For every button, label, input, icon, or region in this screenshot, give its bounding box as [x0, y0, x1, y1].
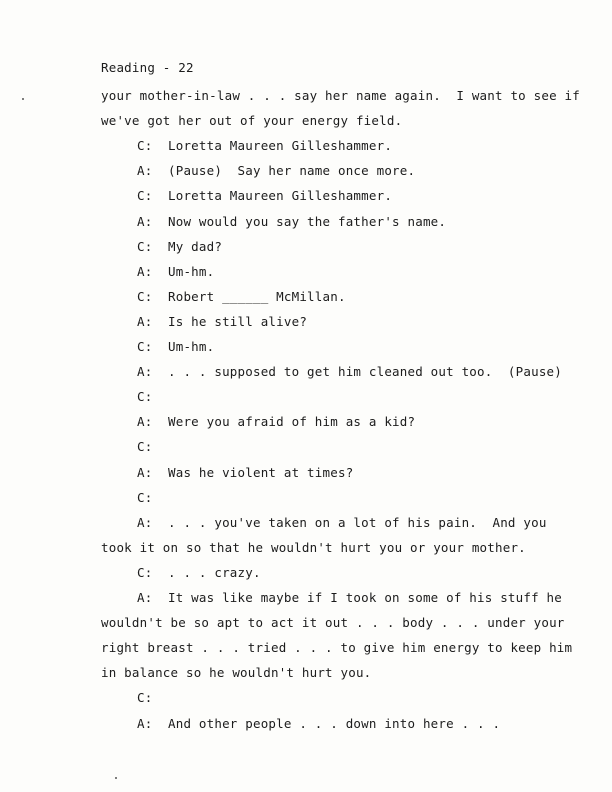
speaker-label: C: [137, 439, 153, 455]
line-text: . . . crazy. [168, 564, 261, 580]
dialogue-line [137, 188, 392, 203]
speaker-label: A: [137, 313, 153, 329]
line-text: Were you afraid of him as a kid? [168, 414, 416, 430]
speaker-label: A: [137, 464, 153, 480]
speaker-label: A: [137, 263, 153, 279]
line-text: in balance so he wouldn't hurt you. [101, 665, 372, 681]
dialogue-line [137, 716, 500, 731]
dialogue-line [137, 163, 415, 178]
dialogue-line [137, 264, 214, 279]
dialogue-line [137, 364, 562, 379]
speaker-label: C: [137, 188, 153, 204]
continuation-line [101, 113, 402, 128]
line-text: Um-hm. [168, 263, 215, 279]
line-text: Loretta Maureen Gilleshammer. [168, 188, 393, 204]
speaker-label: C: [137, 339, 153, 354]
speaker-label: C: [137, 288, 153, 304]
line-text: Was he violent at times? [168, 464, 354, 480]
speaker-label: C: [137, 690, 153, 706]
scan-speck [22, 98, 24, 100]
speaker-label: A: [137, 163, 153, 179]
dialogue-line [137, 289, 346, 304]
line-text: Loretta Maureen Gilleshammer. [168, 138, 393, 154]
line-text: My dad? [168, 238, 223, 254]
line-text: Um-hm. [168, 339, 215, 354]
dialogue-line [137, 339, 214, 354]
line-text: . . . you've taken on a lot of his pain. And you [168, 514, 547, 530]
continuation-line [101, 640, 572, 655]
dialogue-line [137, 490, 168, 505]
speaker-label: A: [137, 715, 153, 731]
continuation-line [101, 88, 580, 103]
continuation-line [101, 615, 565, 630]
dialogue-line [137, 465, 353, 480]
line-text: (Pause) Say her name once more. [168, 163, 416, 179]
dialogue-line [137, 414, 415, 429]
line-text: right breast . . . tried . . . to give him energy to keep him [101, 640, 573, 656]
speaker-label: A: [137, 590, 153, 605]
speaker-label: C: [137, 489, 153, 505]
line-text: we've got her out of your energy field. [101, 113, 403, 129]
speaker-label: A: [137, 514, 153, 530]
continuation-line [101, 540, 526, 555]
line-text: And other people . . . down into here . . . [168, 715, 501, 731]
dialogue-line [137, 590, 562, 605]
dialogue-line [137, 138, 392, 153]
dialogue-line [137, 439, 168, 454]
speaker-label: C: [137, 389, 153, 405]
dialogue-line [137, 389, 168, 404]
dialogue-line [137, 214, 446, 229]
scan-speck [115, 777, 117, 779]
line-text: . . . supposed to get him cleaned out too. (Pause) [168, 364, 563, 380]
dialogue-line [137, 565, 261, 580]
speaker-label: C: [137, 564, 153, 580]
speaker-label: C: [137, 138, 153, 154]
speaker-label: A: [137, 414, 153, 430]
continuation-line [101, 665, 371, 680]
speaker-label: A: [137, 213, 153, 229]
dialogue-line [137, 314, 307, 329]
page-header: Reading - 22 [101, 60, 194, 75]
speaker-label: A: [137, 364, 153, 380]
speaker-label: C: [137, 238, 153, 254]
line-text: wouldn't be so apt to act it out . . . body . . . under your [101, 615, 565, 631]
dialogue-line [137, 515, 547, 530]
line-text: It was like maybe if I took on some of his stuff he [168, 590, 563, 605]
line-text: Is he still alive? [168, 313, 308, 329]
dialogue-line [137, 239, 222, 254]
line-text: your mother-in-law . . . say her name again. I want to see if [101, 88, 580, 103]
line-text: Robert ______ McMillan. [168, 288, 346, 304]
dialogue-line [137, 690, 168, 705]
line-text: took it on so that he wouldn't hurt you or your mother. [101, 539, 526, 555]
line-text: Now would you say the father's name. [168, 213, 447, 229]
